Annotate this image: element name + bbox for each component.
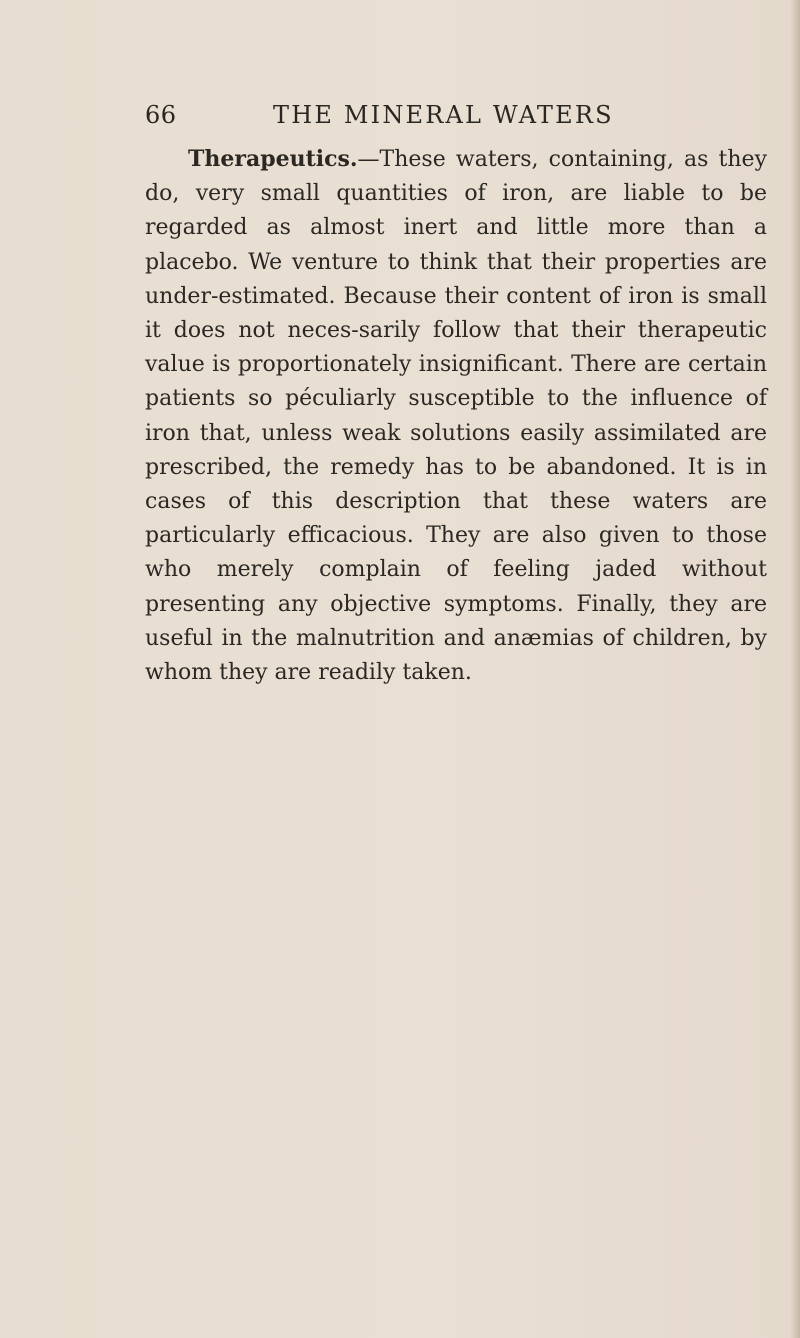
page-edge-shadow	[790, 0, 800, 1338]
running-title: THE MINERAL WATERS	[273, 101, 614, 129]
section-heading: Therapeutics.	[188, 146, 358, 172]
running-head	[0, 101, 800, 137]
paragraph-text: —These waters, containing, as they do, very small quantities of iron, are liable to be regarded as almost inert and little more than a placebo. We venture to think that their properties are under-estimated. Because their content of iron is small it does not neces-sarily follow that their therapeutic value is proportionately insignificant. There are certain patients so péculiarly susceptible to the influence of iron that, unless weak solutions easily assimilated are prescribed, the remedy has to be abandoned. It is in cases of this description that these waters are particularly efficacious. They are also given to those who merely complain of feeling jaded without presenting any objective symptoms. Finally, they are useful in the malnutrition and anæmias of children, by whom they are readily taken.	[145, 147, 767, 686]
page-number: 66	[145, 101, 177, 129]
body-paragraph	[145, 142, 767, 690]
